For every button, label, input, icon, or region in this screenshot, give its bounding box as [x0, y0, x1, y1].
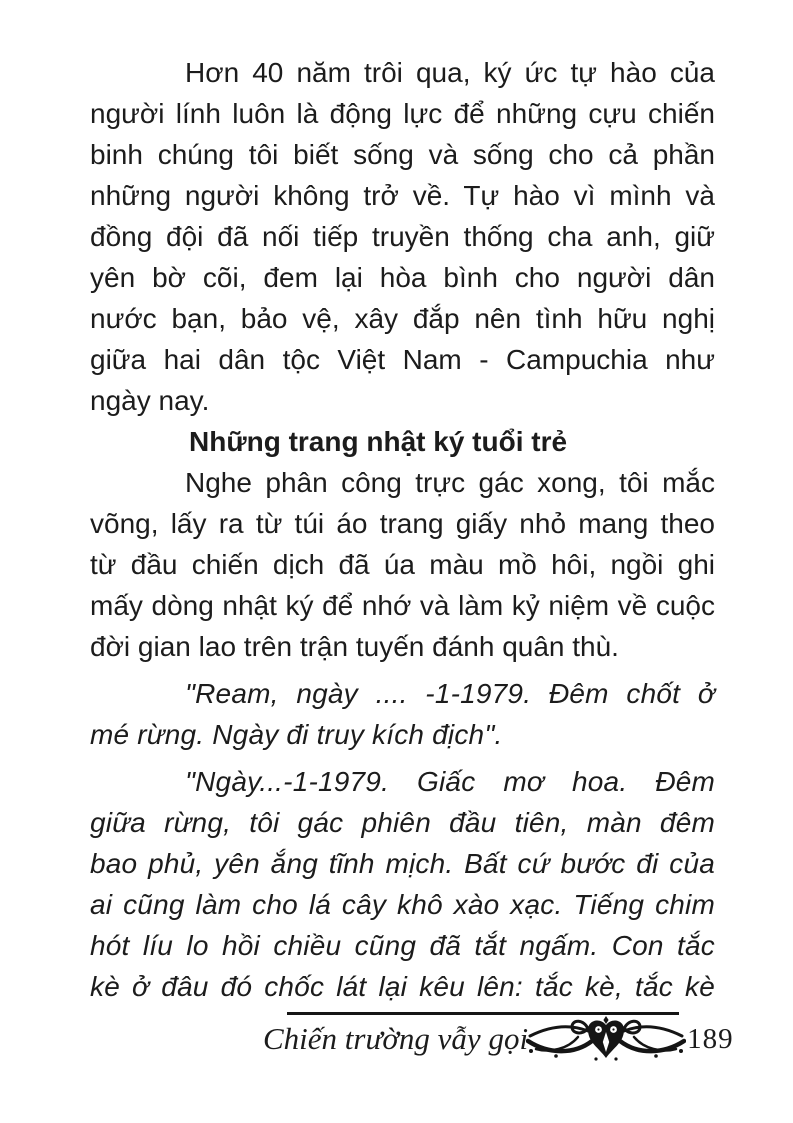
text-line: ai cũng làm cho lá cây khô xào xạc. Tiếng chim	[90, 889, 715, 920]
text-line: đời gian lao trên trận tuyến đánh quân thù.	[90, 631, 619, 662]
text-line: giữa rừng, tôi gác phiên đầu tiên, màn đêm	[90, 807, 715, 838]
text-line: giữa hai dân tộc Việt Nam - Campuchia như	[90, 344, 715, 375]
text-line: ngày nay.	[90, 385, 210, 416]
text-line: nước bạn, bảo vệ, xây đắp nên tình hữu nghị	[90, 303, 715, 334]
page-body	[90, 52, 715, 1007]
book-title: Chiến trường vẫy gọi	[263, 1021, 529, 1056]
paragraph-diary-intro	[90, 462, 715, 667]
page-number: 189	[687, 1022, 734, 1055]
footer-rule	[287, 1012, 679, 1015]
diary-entry-quote-1	[90, 673, 715, 755]
text-line: từ đầu chiến dịch đã úa màu mồ hôi, ngồi ghi	[90, 549, 715, 580]
text-line: kè ở đâu đó chốc lát lại kêu lên: tắc kè, tắc kè	[90, 971, 715, 1002]
text-line: những người không trở về. Tự hào vì mình và	[90, 180, 715, 211]
text-line: "Ngày...-1-1979. Giấc mơ hoa. Đêm	[185, 766, 715, 797]
text-line: đồng đội đã nối tiếp truyền thống cha anh, giữ	[90, 221, 715, 252]
text-line: người lính luôn là động lực để những cựu chiến	[90, 98, 715, 129]
text-line: mấy dòng nhật ký để nhớ và làm kỷ niệm về cuộc	[90, 590, 715, 621]
text-line: mé rừng. Ngày đi truy kích địch".	[90, 719, 503, 750]
page-footer	[263, 1016, 734, 1062]
text-line: Nghe phân công trực gác xong, tôi mắc	[185, 467, 715, 498]
section-heading: Những trang nhật ký tuổi trẻ	[189, 426, 568, 457]
text-line: võng, lấy ra từ túi áo trang giấy nhỏ mang theo	[90, 508, 715, 539]
diary-entry-quote-2	[90, 761, 715, 1007]
text-line: Hơn 40 năm trôi qua, ký ức tự hào của	[185, 57, 715, 88]
text-line: "Ream, ngày .... -1-1979. Đêm chốt ở	[185, 678, 715, 709]
paragraph-memoir	[90, 52, 715, 421]
text-line: bao phủ, yên ắng tĩnh mịch. Bất cứ bước đi của	[90, 848, 715, 879]
text-line: binh chúng tôi biết sống và sống cho cả phần	[90, 139, 715, 170]
text-line: hót líu lo hồi chiều cũng đã tắt ngấm. Con tắc	[90, 930, 715, 961]
flourish-ornament	[526, 1016, 686, 1062]
text-line: yên bờ cõi, đem lại hòa bình cho người dân	[90, 262, 715, 293]
